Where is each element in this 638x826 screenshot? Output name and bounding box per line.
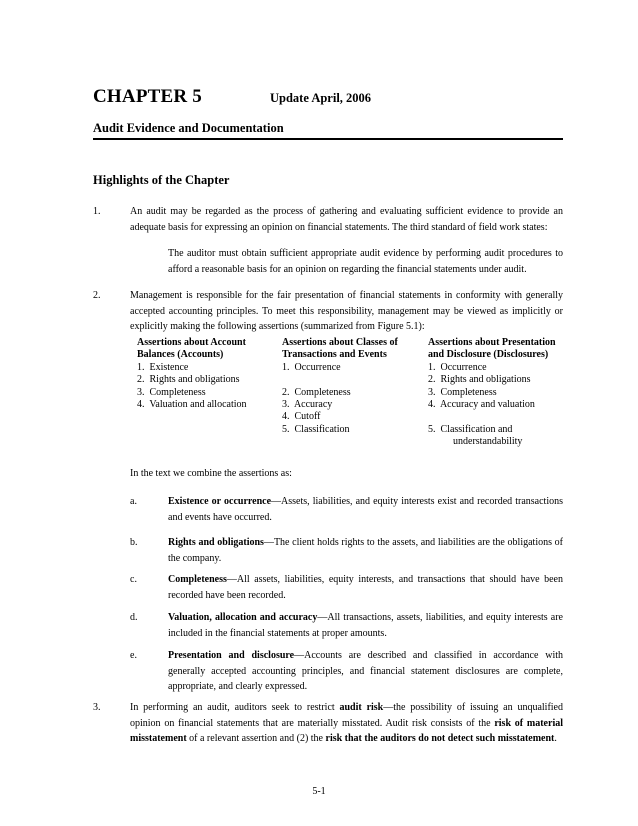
assertion-item: 1. Existence xyxy=(137,361,189,373)
assertion-definition: —All transactions, assets, liabilities, and equity interests are included in the financial statements at proper amounts. xyxy=(168,612,563,639)
text-run: . xyxy=(554,733,557,744)
column-heading: Assertions about Account xyxy=(137,337,246,348)
assertion-item: 5. Classification and xyxy=(428,423,513,435)
assertion-item: 2. Rights and obligations xyxy=(137,374,240,386)
assertion-item: understandability xyxy=(428,436,523,448)
bold-term: audit risk xyxy=(339,702,384,713)
assertions-accounts-column xyxy=(137,337,277,411)
chapter-subtitle: Audit Evidence and Documentation xyxy=(93,121,284,135)
column-heading: Assertions about Classes of xyxy=(282,337,398,348)
assertion-term: Presentation and disclosure xyxy=(168,650,295,661)
assertion-item: 1. Occurrence xyxy=(428,361,487,373)
chapter-title: CHAPTER 5 xyxy=(93,86,202,107)
bold-term: risk that the auditors do not detect such misstatement xyxy=(325,733,555,744)
list-letter: a. xyxy=(130,496,137,507)
combined-assertion xyxy=(168,610,563,641)
page-number: 5-1 xyxy=(312,786,326,797)
combined-assertion xyxy=(168,572,563,603)
assertion-item: 5. Classification xyxy=(282,423,350,435)
assertion-term: Rights and obligations xyxy=(168,537,264,548)
assertion-item: 4. Cutoff xyxy=(282,411,321,423)
assertion-item xyxy=(282,374,422,386)
assertion-item: 2. Completeness xyxy=(282,386,351,398)
header-rule xyxy=(93,138,563,140)
item-3-text xyxy=(130,700,563,747)
item-1-text: An audit may be regarded as the process of gathering and evaluating sufficient evidence to provide an adequate basis for expressing an opinion on financial statements. The third standard of field work states: xyxy=(130,206,563,233)
assertion-item: 2. Rights and obligations xyxy=(428,374,531,386)
combine-intro: In the text we combine the assertions as: xyxy=(130,468,292,479)
assertion-item: 4. Accuracy and valuation xyxy=(428,399,535,411)
list-letter: e. xyxy=(130,650,137,661)
assertion-term: Completeness xyxy=(168,574,227,585)
assertion-item xyxy=(428,411,568,423)
item-number: 1. xyxy=(93,206,101,217)
text-run: In performing an audit, auditors seek to restrict xyxy=(130,702,340,713)
column-heading: and Disclosure (Disclosures) xyxy=(428,349,549,361)
text-run: —the possibility of issuing an unqualified opinion on financial statements that are materially misstated. Audit risk consists of the xyxy=(130,702,563,729)
column-heading: Transactions and Events xyxy=(282,349,387,361)
combined-assertion xyxy=(168,535,563,566)
item-number: 2. xyxy=(93,290,101,301)
combined-assertion xyxy=(168,494,563,525)
bold-term: risk of material misstatement xyxy=(130,717,563,744)
assertion-item: 1. Occurrence xyxy=(282,361,341,373)
assertion-definition: —Accounts are described and classified in accordance with generally accepted accounting principles, and financial statement disclosures are complete, appropriate, and clearly expressed. xyxy=(168,650,564,692)
assertion-item: 4. Valuation and allocation xyxy=(137,399,247,411)
assertion-definition: —All assets, liabilities, equity interests, and transactions that should have been recorded have been recorded. xyxy=(168,574,563,601)
item-number: 3. xyxy=(93,702,101,713)
assertions-transactions-column xyxy=(282,337,422,436)
assertion-item: 3. Completeness xyxy=(137,386,206,398)
update-date: Update April, 2006 xyxy=(270,91,372,105)
item-2-text: Management is responsible for the fair presentation of financial statements in conformity with generally accepted accounting principles. To meet this responsibility, management may be viewed as implicitly or explicitly making the following assertions (summarized from Figure 5.1): xyxy=(130,290,563,332)
assertions-disclosures-column xyxy=(428,337,568,449)
list-letter: d. xyxy=(130,612,138,623)
list-letter: b. xyxy=(130,537,138,548)
assertion-definition: —The client holds rights to the assets, and liabilities are the obligations of the company. xyxy=(168,537,563,564)
assertion-item: 3. Accuracy xyxy=(282,399,333,411)
assertion-item: 3. Completeness xyxy=(428,386,497,398)
column-heading: Balances (Accounts) xyxy=(137,349,224,361)
assertion-term: Valuation, allocation and accuracy xyxy=(168,612,318,623)
column-heading: Assertions about Presentation xyxy=(428,337,556,348)
assertion-term: Existence or occurrence xyxy=(168,496,272,507)
combined-assertion xyxy=(168,648,563,695)
highlights-heading: Highlights of the Chapter xyxy=(93,173,230,187)
list-letter: c. xyxy=(130,574,137,585)
field-work-standard-quote: The auditor must obtain sufficient appropriate audit evidence by performing audit procedures to afford a reasonable basis for an opinion on regarding the financial statements under audit. xyxy=(168,248,563,275)
text-run: of a relevant assertion and (2) the xyxy=(186,733,326,744)
assertion-definition: —Assets, liabilities, and equity interests exist and recorded transactions and events have occurred. xyxy=(168,496,563,523)
